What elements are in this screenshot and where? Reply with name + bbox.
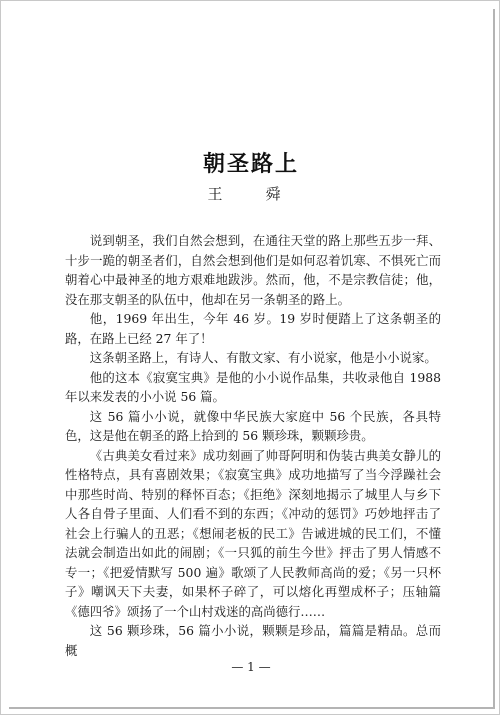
page-shadow-bottom (9, 707, 495, 709)
article-author: 王 舜 (207, 185, 295, 203)
paragraph: 这条朝圣路上，有诗人、有散文家、有小说家，他是小小说家。 (89, 350, 437, 365)
article-body (65, 231, 441, 660)
paragraph: 这 56 篇小小说，就像中华民族大家庭中 56 个民族，各具特色，这是他在朝圣的路上拾到的 56 颗珍珠，颗颗珍贵。 (65, 408, 441, 443)
page-number: — 1 — (231, 660, 271, 674)
article-title: 朝圣路上 (202, 151, 299, 177)
paragraph: 这 56 颗珍珠，56 篇小小说，颗颗是珍品，篇篇是精品。总而概 (65, 623, 441, 658)
paragraph: 《古典美女看过来》成功刻画了帅哥阿明和伪装古典美女静儿的性格特点，具有喜剧效果；《寂寞宝典》成功地描写了当今浮躁社会中那些时尚、特别的释怀百态；《拒绝》深刻地揭示了城里人与乡下人各自骨子里面、人们看不到的东西；《冲动的惩罚》巧妙地抨击了社会上行骗人的丑恶；《想闹老板的民工》告诫进城的民工们，不懂法就会制造出如此的闹剧；《一只狐的前生今世》抨击了男人情感不专一；《把爱情默写 500 遍》歌颂了人民教师高尚的爱；《另一只杯子》嘲讽天下夫妻，如果杯子碎了，可以熔化再塑成杯子；压轴篇《德四爷》颂扬了一个山村戏迷的高尚德行…… (65, 447, 441, 619)
page-shadow-right (493, 9, 495, 709)
paragraph: 说到朝圣，我们自然会想到，在通往天堂的路上那些五步一拜、十步一跪的朝圣者们，自然会想到他们是如何忍着饥寒、不惧死亡而朝着心中最神圣的地方艰难地跋涉。然而，他，不是宗教信徒；他，没在那支朝圣的队伍中，他却在另一条朝圣的路上。 (65, 233, 441, 307)
paragraph: 他，1969 年出生，今年 46 岁。19 岁时便踏上了这条朝圣的路，在路上已经 27 年了！ (65, 311, 441, 346)
paragraph: 他的这本《寂寞宝典》是他的小小说作品集，共收录他自 1988 年以来发表的小小说 56 篇。 (65, 369, 441, 404)
